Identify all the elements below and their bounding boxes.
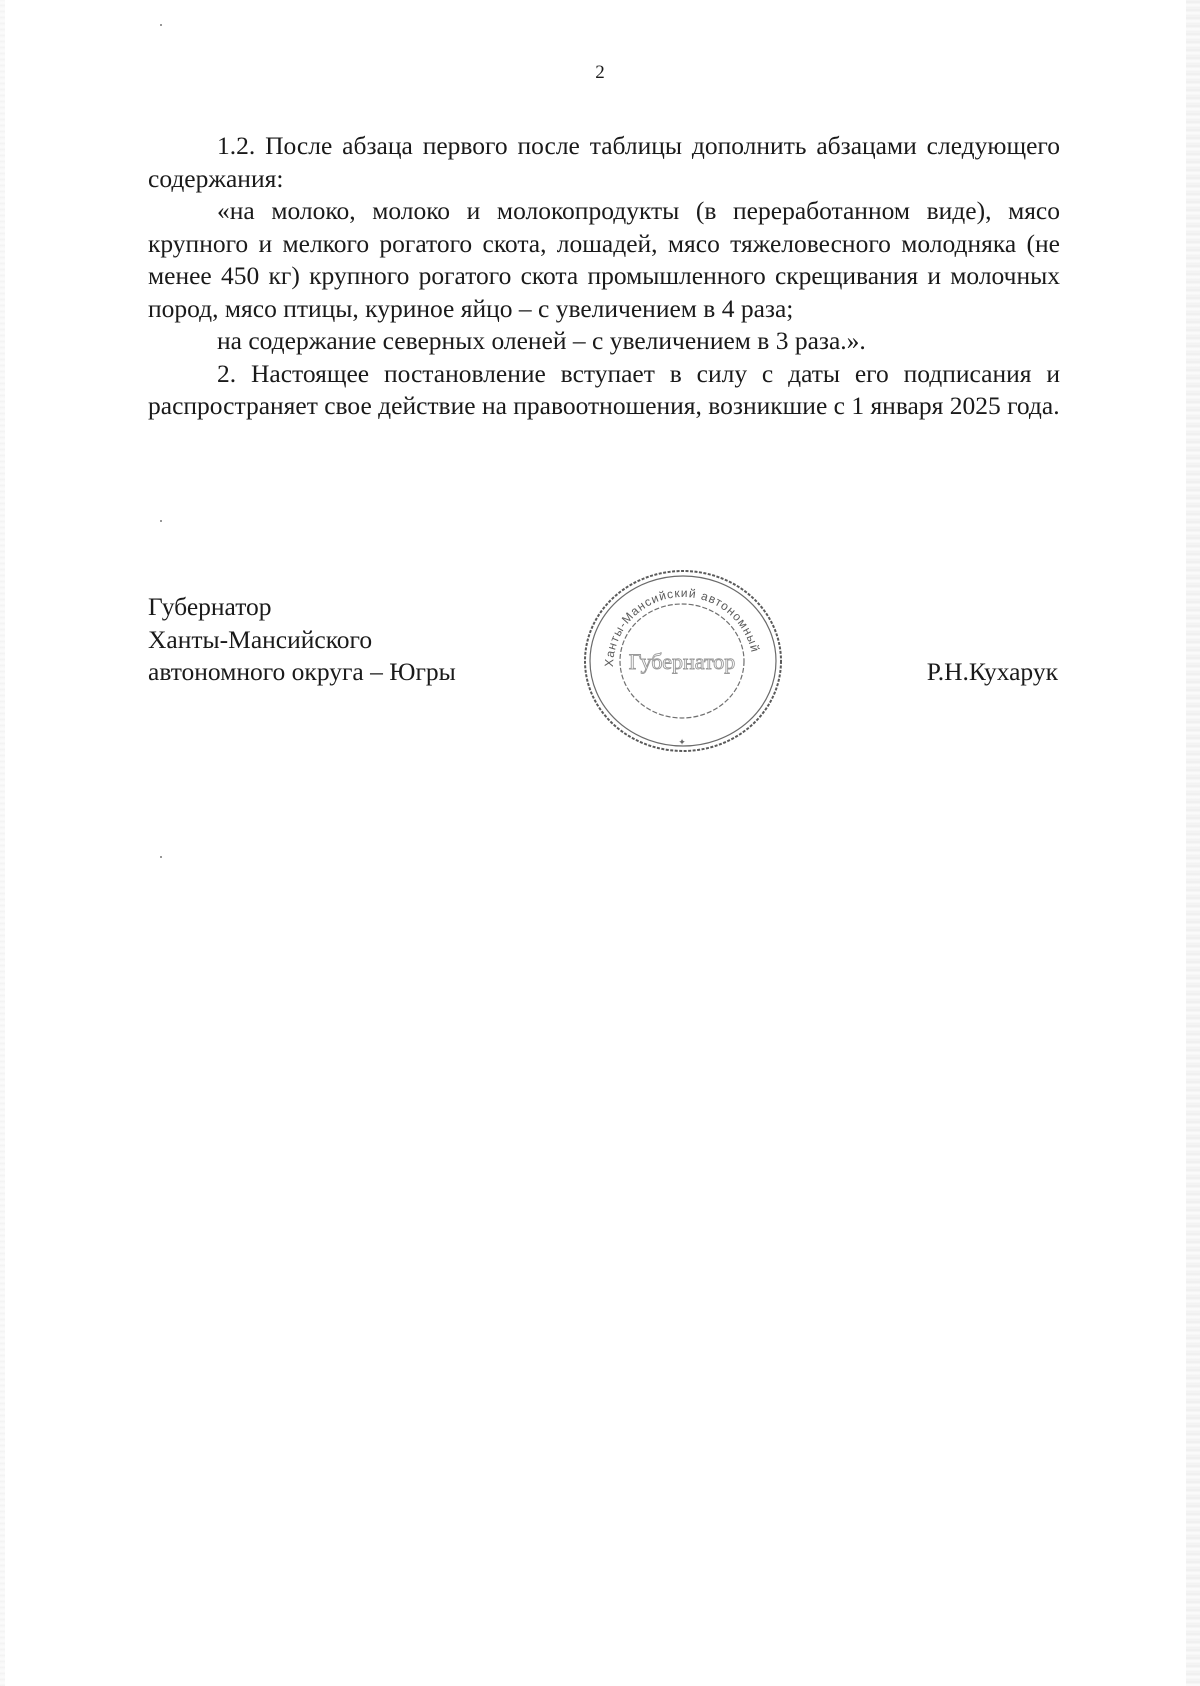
signatory-name: Р.Н.Кухарук — [926, 657, 1058, 686]
scan-speck — [160, 24, 162, 26]
document-body — [148, 130, 1060, 423]
seal-center-text: Губернатор — [628, 649, 736, 674]
seal-ring-text: Ханты-Мансийский автономный — [601, 585, 763, 668]
paragraph-amendment-quote: «на молоко, молоко и молокопродукты (в переработанном виде), мясо крупного и мелкого рогатого скота, лошадей, мясо тяжеловесного молодняка (не менее 450 кг) крупного рогатого скота промышленного скрещивания и молочных пород, мясо птицы, куриное яйцо – с увеличением в 4 раза; — [148, 196, 1060, 323]
page-number: 2 — [595, 62, 605, 83]
scan-edge-left — [0, 0, 5, 1686]
signatory-position-line: Губернатор — [148, 592, 272, 621]
paragraph-reindeer: на содержание северных оленей – с увеличением в 3 раза.». — [217, 326, 866, 355]
paragraph-effective-date: 2. Настоящее постановление вступает в силу с даты его подписания и распространяет свое действие на правоотношения, возникшие с 1 января 2025 года. — [148, 358, 1060, 420]
signatory-position-line: Ханты-Мансийского — [148, 624, 373, 654]
seal-graphic — [572, 557, 792, 752]
signatory-position — [148, 591, 456, 689]
seal-star-icon: ✦ — [678, 738, 686, 748]
scan-speck — [160, 520, 162, 522]
scan-speck — [160, 856, 162, 858]
official-seal — [572, 557, 792, 752]
scan-edge-right — [1186, 0, 1200, 1686]
paragraph-amendment-intro: 1.2. После абзаца первого после таблицы дополнить абзацами следующего содержания: — [148, 131, 1060, 193]
signatory-position-line: автономного округа – Югры — [148, 657, 456, 686]
